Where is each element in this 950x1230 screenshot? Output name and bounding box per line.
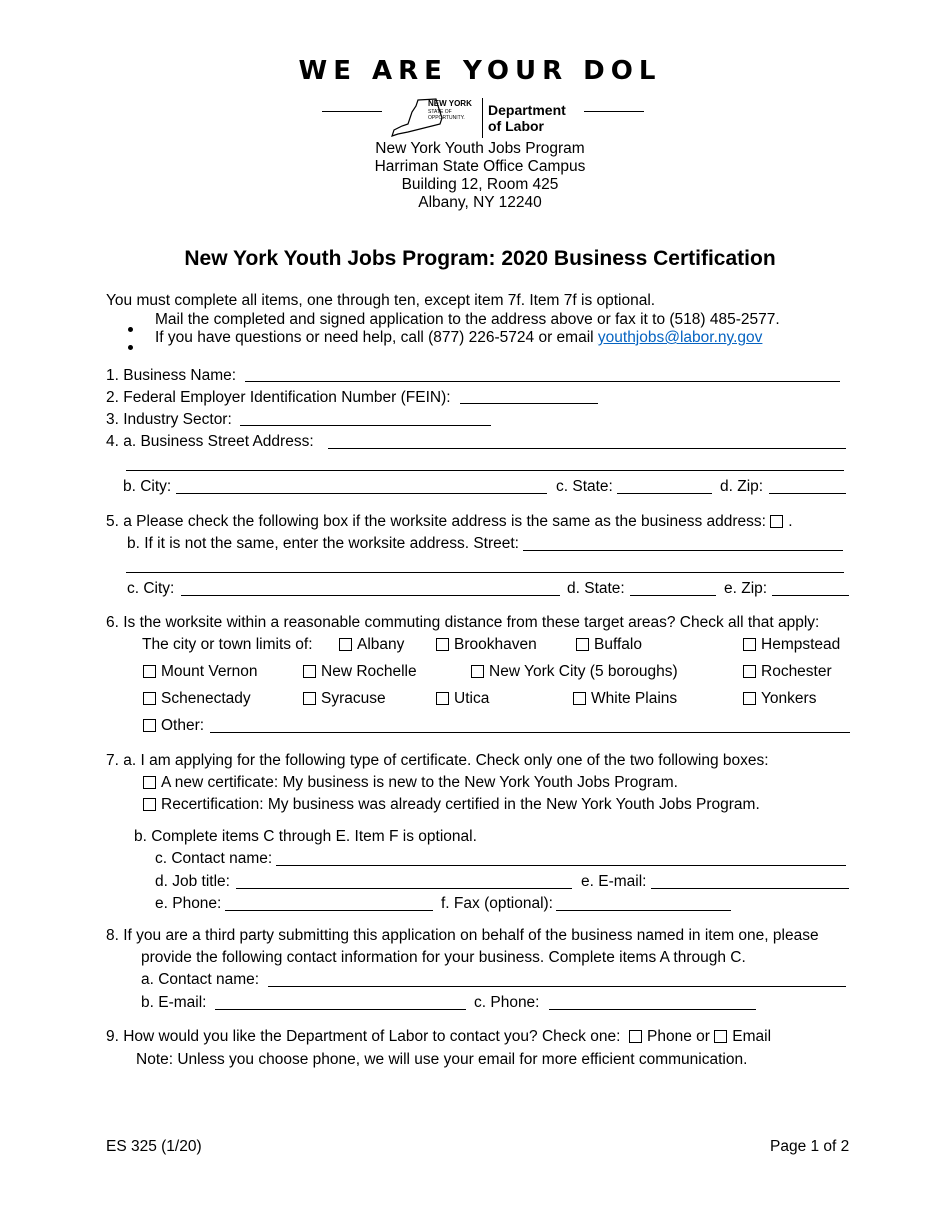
business-street-field[interactable]	[328, 448, 846, 449]
area-other[interactable]: Other:	[143, 717, 204, 735]
intro-text: You must complete all items, one through ten, except item 7f. Item 7f is optional.	[106, 292, 656, 309]
same-address-checkbox[interactable]	[770, 515, 783, 528]
worksite-city-field[interactable]	[181, 595, 560, 596]
dol-logo	[322, 96, 644, 140]
q5e-label: e. Zip:	[724, 580, 768, 597]
slogan: WE ARE YOUR DOL	[298, 56, 662, 86]
bullet-icon	[128, 337, 133, 355]
q4c-label: c. State:	[556, 478, 613, 495]
checkbox[interactable]	[143, 798, 156, 811]
q2-label: 2. Federal Employer Identification Number (FEIN):	[106, 389, 451, 406]
third-party-phone-field[interactable]	[549, 1009, 756, 1010]
area-new-rochelle[interactable]: New Rochelle	[303, 663, 417, 681]
area-albany[interactable]: Albany	[339, 636, 404, 654]
area-buffalo[interactable]: Buffalo	[576, 636, 642, 654]
area-mount-vernon[interactable]: Mount Vernon	[143, 663, 258, 681]
worksite-zip-field[interactable]	[772, 595, 849, 596]
checkbox[interactable]	[743, 665, 756, 678]
worksite-street-field[interactable]	[523, 550, 843, 551]
area-brookhaven[interactable]: Brookhaven	[436, 636, 537, 654]
mail-instruction: Mail the completed and signed application to the address above or fax it to (518) 485-2577.	[155, 311, 780, 328]
q3-label: 3. Industry Sector:	[106, 411, 232, 428]
business-name-field[interactable]	[245, 381, 840, 382]
email-checkbox[interactable]	[714, 1030, 727, 1043]
worksite-state-field[interactable]	[630, 595, 716, 596]
q8a-label: a. Contact name:	[141, 971, 260, 988]
checkbox[interactable]	[576, 638, 589, 651]
area-schenectady[interactable]: Schenectady	[143, 690, 251, 708]
business-zip-field[interactable]	[769, 493, 846, 494]
dept-line1: Department	[488, 102, 566, 118]
q8-line2: provide the following contact information for your business. Complete items A through C.	[141, 949, 746, 966]
q7c-label: c. Contact name:	[155, 850, 273, 867]
dept-line2: of Labor	[488, 118, 544, 134]
checkbox[interactable]	[303, 692, 316, 705]
address-line: Albany, NY 12240	[418, 194, 542, 211]
page-title: New York Youth Jobs Program: 2020 Business Certification	[184, 247, 776, 270]
form-id: ES 325 (1/20)	[106, 1138, 202, 1155]
q7d-label: d. Job title:	[155, 873, 230, 890]
q6-question: 6. Is the worksite within a reasonable commuting distance from these target areas? Check all that apply:	[106, 614, 820, 631]
q8-line1: 8. If you are a third party submitting this application on behalf of the business named in item one, please	[106, 927, 819, 944]
fax-field[interactable]	[556, 910, 731, 911]
q7b-label: b. Complete items C through E. Item F is optional.	[134, 828, 477, 845]
q4a-label: 4. a. Business Street Address:	[106, 433, 314, 450]
checkbox[interactable]	[573, 692, 586, 705]
checkbox[interactable]	[303, 665, 316, 678]
q7e-phone-label: e. Phone:	[155, 895, 222, 912]
phone-checkbox[interactable]	[629, 1030, 642, 1043]
q5c-label: c. City:	[127, 580, 175, 597]
email-link[interactable]: youthjobs@labor.ny.gov	[597, 329, 763, 346]
worksite-street-field-2[interactable]	[126, 572, 844, 573]
q4d-label: d. Zip:	[720, 478, 764, 495]
q7f-label: f. Fax (optional):	[441, 895, 553, 912]
area-syracuse[interactable]: Syracuse	[303, 690, 386, 708]
area-hempstead[interactable]: Hempstead	[743, 636, 840, 654]
logo-divider	[482, 98, 483, 138]
checkbox[interactable]	[143, 665, 156, 678]
address-line: Building 12, Room 425	[401, 176, 559, 193]
q4b-label: b. City:	[123, 478, 172, 495]
checkbox[interactable]	[436, 692, 449, 705]
q1-label: 1. Business Name:	[106, 367, 237, 384]
checkbox[interactable]	[743, 692, 756, 705]
checkbox[interactable]	[471, 665, 484, 678]
area-utica[interactable]: Utica	[436, 690, 489, 708]
q5d-label: d. State:	[567, 580, 625, 597]
industry-sector-field[interactable]	[240, 425, 491, 426]
q6-lead: The city or town limits of:	[142, 636, 313, 653]
q9-question: 9. How would you like the Department of Labor to contact you? Check one: Phone or Email	[106, 1028, 772, 1045]
logo-tagline: STATE OF OPPORTUNITY.	[428, 109, 465, 121]
bullet-icon	[128, 319, 133, 337]
address-line: Harriman State Office Campus	[374, 158, 586, 175]
fein-field[interactable]	[460, 403, 598, 404]
business-street-field-2[interactable]	[126, 470, 844, 471]
q7e-email-label: e. E-mail:	[581, 873, 647, 890]
checkbox[interactable]	[143, 776, 156, 789]
area-nyc[interactable]: New York City (5 boroughs)	[471, 663, 678, 681]
area-rochester[interactable]: Rochester	[743, 663, 832, 681]
q5b-label: b. If it is not the same, enter the worksite address. Street:	[127, 535, 519, 552]
checkbox[interactable]	[143, 719, 156, 732]
job-title-field[interactable]	[236, 888, 572, 889]
third-party-email-field[interactable]	[215, 1009, 466, 1010]
address-line: New York Youth Jobs Program	[375, 140, 585, 157]
recertification-option[interactable]: Recertification: My business was already certified in the New York Youth Jobs Program.	[143, 796, 760, 814]
logo-state: NEW YORK	[428, 99, 472, 108]
new-certificate-option[interactable]: A new certificate: My business is new to the New York Youth Jobs Program.	[143, 774, 678, 792]
q9-note: Note: Unless you choose phone, we will use your email for more efficient communication.	[136, 1051, 748, 1068]
contact-name-field[interactable]	[276, 865, 846, 866]
checkbox[interactable]	[436, 638, 449, 651]
third-party-contact-field[interactable]	[268, 986, 846, 987]
area-white-plains[interactable]: White Plains	[573, 690, 677, 708]
checkbox[interactable]	[743, 638, 756, 651]
other-area-field[interactable]	[210, 732, 850, 733]
q8b-label: b. E-mail:	[141, 994, 207, 1011]
q5a-label: 5. a Please check the following box if the worksite address is the same as the business address: .	[106, 513, 793, 530]
phone-field[interactable]	[225, 910, 433, 911]
q8c-label: c. Phone:	[474, 994, 540, 1011]
q7a-label: 7. a. I am applying for the following type of certificate. Check only one of the two following boxes:	[106, 752, 769, 769]
help-instruction: If you have questions or need help, call (877) 226-5724 or email youthjobs@labor.ny.gov	[155, 329, 763, 346]
business-city-field[interactable]	[176, 493, 547, 494]
checkbox[interactable]	[339, 638, 352, 651]
email-field[interactable]	[651, 888, 849, 889]
area-yonkers[interactable]: Yonkers	[743, 690, 816, 708]
business-state-field[interactable]	[617, 493, 712, 494]
checkbox[interactable]	[143, 692, 156, 705]
page-number: Page 1 of 2	[770, 1138, 850, 1155]
